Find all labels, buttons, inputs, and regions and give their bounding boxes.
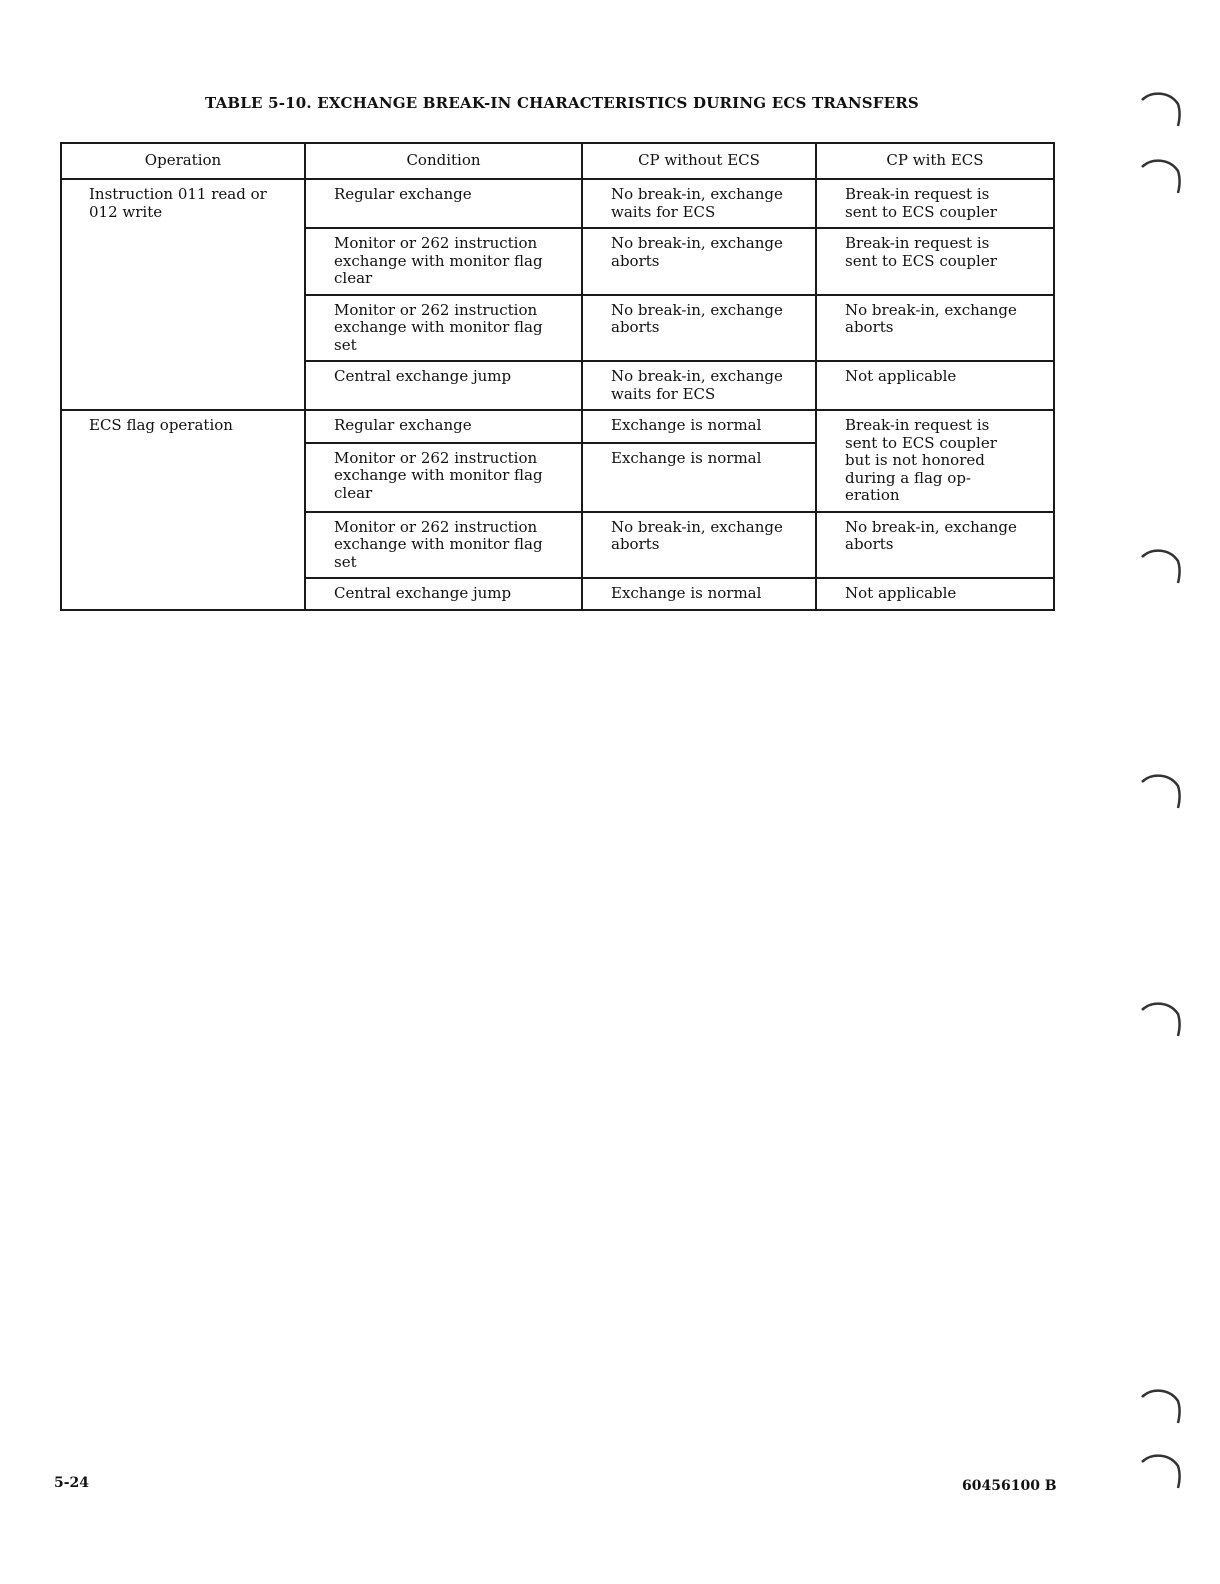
cp-without-ecs-cell bbox=[582, 443, 816, 512]
condition-text: Monitor or 262 instruction exchange with monitor flag clear bbox=[334, 448, 543, 502]
cp-with-ecs-cell bbox=[816, 361, 1054, 410]
cp-without-ecs-text: No break-in, exchange waits for ECS bbox=[611, 367, 783, 403]
header-cp-without-ecs: CP without ECS bbox=[582, 143, 816, 179]
document-number: 60456100 B bbox=[962, 1478, 1057, 1494]
operation-cell bbox=[61, 410, 305, 610]
condition-text: Regular exchange bbox=[334, 416, 472, 434]
cp-without-ecs-text: Exchange is normal bbox=[611, 584, 762, 602]
cp-without-ecs-text: Exchange is normal bbox=[611, 448, 762, 467]
cp-without-ecs-cell bbox=[582, 228, 816, 295]
cp-with-ecs-text: Not applicable bbox=[845, 367, 957, 385]
operation-cell bbox=[61, 179, 305, 410]
condition-cell bbox=[305, 228, 582, 295]
condition-cell bbox=[305, 443, 582, 512]
cp-without-ecs-text: Exchange is normal bbox=[611, 416, 762, 434]
binder-hole-mark-icon bbox=[1140, 88, 1184, 128]
condition-cell bbox=[305, 361, 582, 410]
cp-without-ecs-cell bbox=[582, 512, 816, 579]
condition-text: Central exchange jump bbox=[334, 367, 512, 385]
cp-without-ecs-text: No break-in, exchange waits for ECS bbox=[611, 185, 783, 221]
cp-with-ecs-text: No break-in, exchange aborts bbox=[845, 300, 1017, 336]
cp-without-ecs-cell bbox=[582, 295, 816, 362]
table-header-row bbox=[61, 143, 1054, 179]
cp-without-ecs-cell bbox=[582, 578, 816, 610]
header-operation: Operation bbox=[61, 143, 305, 179]
cp-without-ecs-cell bbox=[582, 361, 816, 410]
cp-with-ecs-cell bbox=[816, 295, 1054, 362]
operation-text: ECS flag operation bbox=[89, 416, 233, 434]
cp-without-ecs-text: No break-in, exchange aborts bbox=[611, 300, 783, 336]
cp-with-ecs-cell bbox=[816, 512, 1054, 579]
table-row bbox=[61, 410, 1054, 443]
binder-hole-mark-icon bbox=[1140, 1450, 1184, 1490]
cp-with-ecs-cell bbox=[816, 578, 1054, 610]
condition-text: Monitor or 262 instruction exchange with monitor flag clear bbox=[334, 234, 543, 287]
binder-hole-mark-icon bbox=[1140, 770, 1184, 810]
condition-text: Regular exchange bbox=[334, 185, 472, 203]
condition-cell bbox=[305, 578, 582, 610]
binder-hole-mark-icon bbox=[1140, 155, 1184, 195]
operation-text: Instruction 011 read or 012 write bbox=[89, 185, 267, 221]
cp-with-ecs-cell bbox=[816, 228, 1054, 295]
cp-with-ecs-text: Break-in request is sent to ECS coupler bbox=[845, 234, 997, 270]
cp-with-ecs-text: Break-in request is sent to ECS coupler bbox=[845, 185, 997, 221]
binder-hole-mark-icon bbox=[1140, 998, 1184, 1038]
condition-text: Monitor or 262 instruction exchange with monitor flag set bbox=[334, 300, 543, 354]
binder-hole-mark-icon bbox=[1140, 545, 1184, 585]
condition-text: Monitor or 262 instruction exchange with monitor flag set bbox=[334, 517, 543, 571]
cp-without-ecs-cell bbox=[582, 179, 816, 228]
header-condition: Condition bbox=[305, 143, 582, 179]
cp-without-ecs-cell bbox=[582, 410, 816, 443]
cp-with-ecs-text: Not applicable bbox=[845, 584, 957, 602]
break-in-characteristics-table bbox=[60, 142, 1055, 611]
page-number: 5-24 bbox=[54, 1475, 90, 1491]
condition-text: Central exchange jump bbox=[334, 584, 512, 602]
condition-cell bbox=[305, 295, 582, 362]
condition-cell bbox=[305, 410, 582, 443]
cp-without-ecs-text: No break-in, exchange aborts bbox=[611, 517, 783, 553]
cp-with-ecs-cell bbox=[816, 179, 1054, 228]
table-title: TABLE 5-10. EXCHANGE BREAK-IN CHARACTERISTICS DURING ECS TRANSFERS bbox=[205, 94, 919, 112]
condition-cell bbox=[305, 179, 582, 228]
table-row bbox=[61, 179, 1054, 228]
header-cp-with-ecs: CP with ECS bbox=[816, 143, 1054, 179]
cp-with-ecs-text: No break-in, exchange aborts bbox=[845, 517, 1017, 553]
binder-hole-mark-icon bbox=[1140, 1385, 1184, 1425]
cp-without-ecs-text: No break-in, exchange aborts bbox=[611, 234, 783, 270]
condition-cell bbox=[305, 512, 582, 579]
cp-with-ecs-cell bbox=[816, 410, 1054, 512]
cp-with-ecs-text: Break-in request is sent to ECS coupler but is not honored during a flag op- eration bbox=[845, 416, 997, 504]
